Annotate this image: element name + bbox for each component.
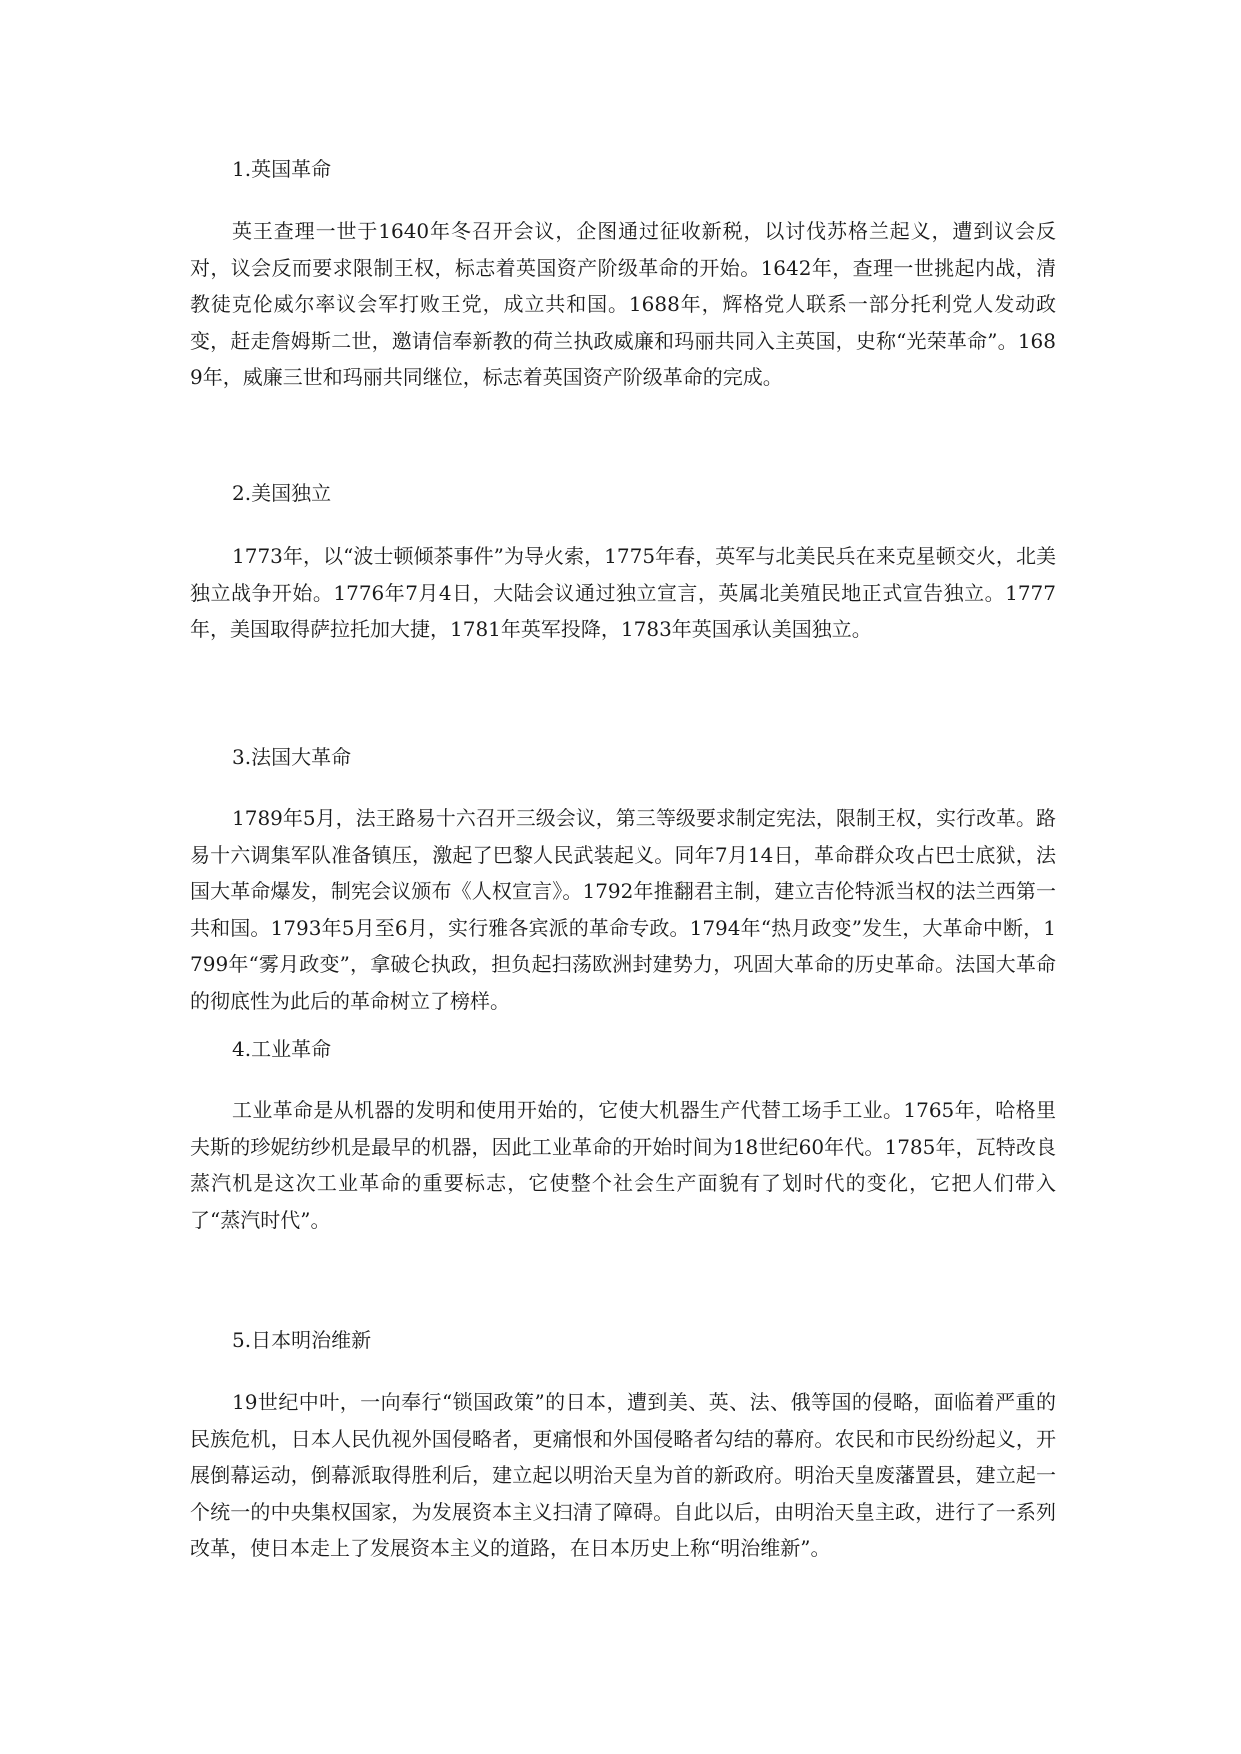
section-body-american-independence: 1773年，以“波士顿倾茶事件”为导火索，1775年春，英军与北美民兵在来克星顿交火，北美独立战争开始。1776年7月4日，大陆会议通过独立宣言，英属北美殖民地正式宣告独立。1777年，美国取得萨拉托加大捷，1781年英军投降，1783年英国承认美国独立。 [190,544,1056,641]
section-body-industrial-revolution: 工业革命是从机器的发明和使用开始的，它使大机器生产代替工场手工业。1765年，哈格里夫斯的珍妮纺纱机是最早的机器，因此工业革命的开始时间为18世纪60年代。1785年，瓦特改良蒸汽机是这次工业革命的重要标志，它使整个社会生产面貌有了划时代的变化，它把人们带入了“蒸汽时代”。 [190,1098,1056,1232]
section-body-english-revolution: 英王查理一世于1640年冬召开会议，企图通过征收新税，以讨伐苏格兰起义，遭到议会反对，议会反而要求限制王权，标志着英国资产阶级革命的开始。1642年，查理一世挑起内战，清教徒克伦威尔率议会军打败王党，成立共和国。1688年，辉格党人联系一部分托利党人发动政变，赶走詹姆斯二世，邀请信奉新教的荷兰执政威廉和玛丽共同入主英国，史称“光荣革命”。1689年，威廉三世和玛丽共同继位，标志着英国资产阶级革命的完成。 [190,219,1056,389]
section-heading-meiji-restoration: 5.日本明治维新 [232,1328,372,1352]
section-heading-american-independence: 2.美国独立 [232,481,332,505]
section-heading-english-revolution: 1.英国革命 [232,157,332,181]
section-heading-french-revolution: 3.法国大革命 [232,745,352,769]
section-body-french-revolution: 1789年5月，法王路易十六召开三级会议，第三等级要求制定宪法，限制王权，实行改革。路易十六调集军队准备镇压，激起了巴黎人民武装起义。同年7月14日，革命群众攻占巴士底狱，法国大革命爆发，制宪会议颁布《人权宣言》。1792年推翻君主制，建立吉伦特派当权的法兰西第一共和国。1793年5月至6月，实行雅各宾派的革命专政。1794年“热月政变”发生，大革命中断，1799年“雾月政变”，拿破仑执政，担负起扫荡欧洲封建势力，巩固大革命的历史革命。法国大革命的彻底性为此后的革命树立了榜样。 [190,806,1056,1013]
section-body-meiji-restoration: 19世纪中叶，一向奉行“锁国政策”的日本，遭到美、英、法、俄等国的侵略，面临着严重的民族危机，日本人民仇视外国侵略者，更痛恨和外国侵略者勾结的幕府。农民和市民纷纷起义，开展倒幕运动，倒幕派取得胜利后，建立起以明治天皇为首的新政府。明治天皇废藩置县，建立起一个统一的中央集权国家，为发展资本主义扫清了障碍。自此以后，由明治天皇主政，进行了一系列改革，使日本走上了发展资本主义的道路，在日本历史上称“明治维新”。 [190,1390,1056,1560]
section-heading-industrial-revolution: 4.工业革命 [232,1037,332,1061]
